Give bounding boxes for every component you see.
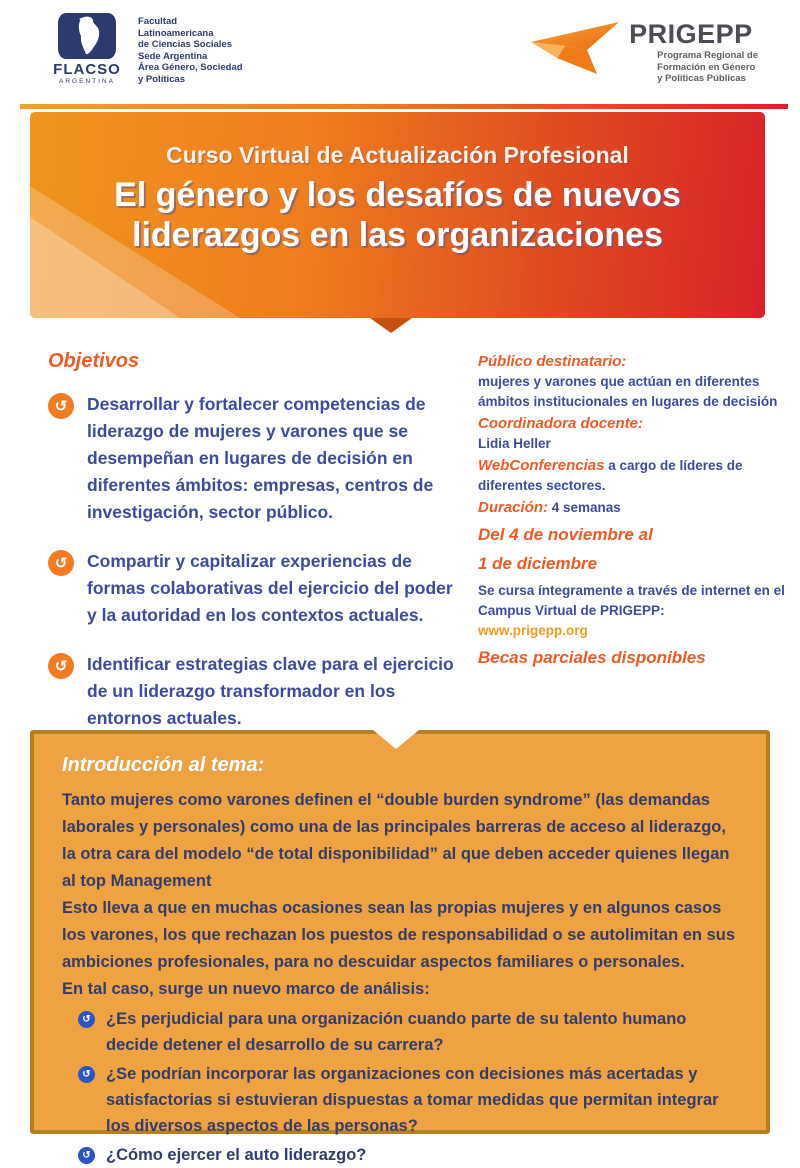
flacso-line: Latinoamericana bbox=[138, 27, 214, 39]
prigepp-arrow-icon bbox=[527, 16, 627, 96]
objetivo-item bbox=[48, 548, 460, 629]
objetivo-item bbox=[48, 651, 460, 732]
flacso-description bbox=[138, 10, 243, 85]
prigepp-line: Programa Regional de bbox=[657, 50, 758, 61]
banner-pointer-notch bbox=[370, 318, 412, 333]
fechas-line: Del 4 de noviembre al bbox=[478, 525, 653, 544]
prigepp-text bbox=[629, 16, 758, 85]
webconferencias-label: WebConferencias bbox=[478, 457, 605, 474]
question-text: ¿Es perjudicial para una organización cuando parte de su talento humano decide detener el desarrollo de su carrera? bbox=[106, 1010, 687, 1054]
objetivo-item bbox=[48, 391, 460, 526]
orange-arrow-bullet-icon: ↺ bbox=[48, 653, 74, 679]
intro-bold-quote: “de total disponibilidad” bbox=[246, 845, 438, 863]
duracion-text: 4 semanas bbox=[548, 500, 621, 515]
objetivo-text: Desarrollar y fortalecer competencias de liderazgo de mujeres y varones que se desempeñan en lugares de decisión en diferentes ámbitos: empresas, centros de investigación, sector público. bbox=[87, 394, 434, 522]
blue-arrow-bullet-icon: ↺ bbox=[78, 1011, 95, 1028]
flacso-line: de Ciencias Sociales bbox=[138, 39, 232, 50]
publico-label: Público destinatario: bbox=[478, 353, 627, 370]
objetivos-section bbox=[48, 350, 460, 730]
page-header bbox=[0, 0, 800, 96]
prigepp-line: Formación en Género bbox=[657, 61, 756, 73]
intro-text: al que deben acceder quienes llegan al top Management bbox=[62, 845, 730, 890]
cursada-text: Se cursa íntegramente a través de internet en el Campus Virtual de PRIGEPP: bbox=[478, 583, 785, 618]
flacso-line: Sede Argentina bbox=[138, 50, 208, 62]
course-title-line: liderazgos en las organizaciones bbox=[132, 216, 663, 254]
intro-paragraph-1 bbox=[62, 787, 736, 895]
flacso-south-america-icon bbox=[58, 13, 116, 59]
prigepp-logo-group bbox=[527, 10, 758, 96]
duracion-label: Duración: bbox=[478, 499, 549, 516]
prigepp-url-link[interactable]: www.prigepp.org bbox=[478, 623, 588, 638]
flacso-line: y Políticas bbox=[138, 73, 185, 85]
flacso-line: Área Género, Sociedad bbox=[138, 62, 243, 73]
course-title bbox=[30, 175, 765, 255]
main-content bbox=[0, 334, 800, 730]
publico-text: mujeres y varones que actúan en diferentes ámbitos institucionales en lugares de decisión bbox=[478, 374, 778, 409]
flacso-logo-group bbox=[52, 10, 243, 85]
gradient-divider bbox=[20, 104, 788, 109]
objetivo-text: Compartir y capitalizar experiencias de formas colaborativas del ejercicio del poder y la autoridad en los contextos actuales. bbox=[87, 551, 453, 625]
flacso-country-label: ARGENTINA bbox=[59, 78, 115, 85]
becas-text: Becas parciales disponibles bbox=[478, 648, 706, 667]
intro-text: (las demandas laborales y personales) como una de las principales barreras de acceso al liderazgo, la otra cara del modelo bbox=[62, 791, 726, 863]
intro-pointer-notch bbox=[373, 730, 419, 749]
intro-paragraph-3: En tal caso, surge un nuevo marco de análisis: bbox=[62, 980, 430, 998]
introduccion-box bbox=[30, 730, 770, 1164]
prigepp-wordmark: PRIGEPP bbox=[629, 19, 753, 49]
orange-arrow-bullet-icon: ↺ bbox=[48, 393, 74, 419]
orange-arrow-bullet-icon: ↺ bbox=[48, 550, 74, 576]
objetivo-text: Identificar estrategias clave para el ejercicio de un liderazgo transformador en los entornos actuales. bbox=[87, 654, 454, 728]
prigepp-description bbox=[629, 48, 758, 85]
course-banner bbox=[30, 112, 765, 318]
objetivos-heading: Objetivos bbox=[48, 350, 140, 372]
blue-arrow-bullet-icon: ↺ bbox=[78, 1066, 95, 1083]
intro-paragraph-2: Esto lleva a que en muchas ocasiones sean las propias mujeres y en algunos casos los varones, los que rechazan los puestos de responsabilidad o se autolimitan en sus ambiciones profesionales, para no descuidar aspectos familiares o personales. bbox=[62, 899, 736, 971]
analysis-question bbox=[78, 1006, 736, 1058]
flacso-wordmark: FLACSO bbox=[53, 61, 121, 78]
prigepp-line: y Políticas Públicas bbox=[657, 73, 746, 84]
banner-kicker: Curso Virtual de Actualización Profesional bbox=[166, 142, 629, 168]
intro-bold-quote: “double burden syndrome” bbox=[376, 791, 591, 809]
course-title-line: El género y los desafíos de nuevos bbox=[114, 176, 681, 214]
analysis-question bbox=[78, 1061, 736, 1139]
fechas-line: 1 de diciembre bbox=[478, 554, 598, 573]
blue-arrow-bullet-icon: ↺ bbox=[78, 1147, 95, 1164]
intro-heading: Introducción al tema: bbox=[62, 754, 265, 776]
coordinadora-text: Lidia Heller bbox=[478, 436, 551, 451]
question-text: ¿Se podrían incorporar las organizaciones con decisiones más acertadas y satisfactorias si estuvieran dispuestas a tomar medidas que permitan integrar los diversos aspectos de las personas? bbox=[106, 1065, 719, 1135]
intro-text: Tanto mujeres como varones definen el bbox=[62, 791, 377, 809]
course-info-section bbox=[460, 350, 790, 730]
coordinadora-label: Coordinadora docente: bbox=[478, 415, 644, 432]
webconferencias-text: a cargo de líderes de diferentes sectores. bbox=[478, 458, 743, 493]
flacso-logo bbox=[52, 10, 122, 85]
flacso-line: Facultad bbox=[138, 16, 178, 27]
question-text: ¿Cómo ejercer el auto liderazgo? bbox=[106, 1146, 367, 1164]
analysis-question bbox=[78, 1142, 736, 1168]
